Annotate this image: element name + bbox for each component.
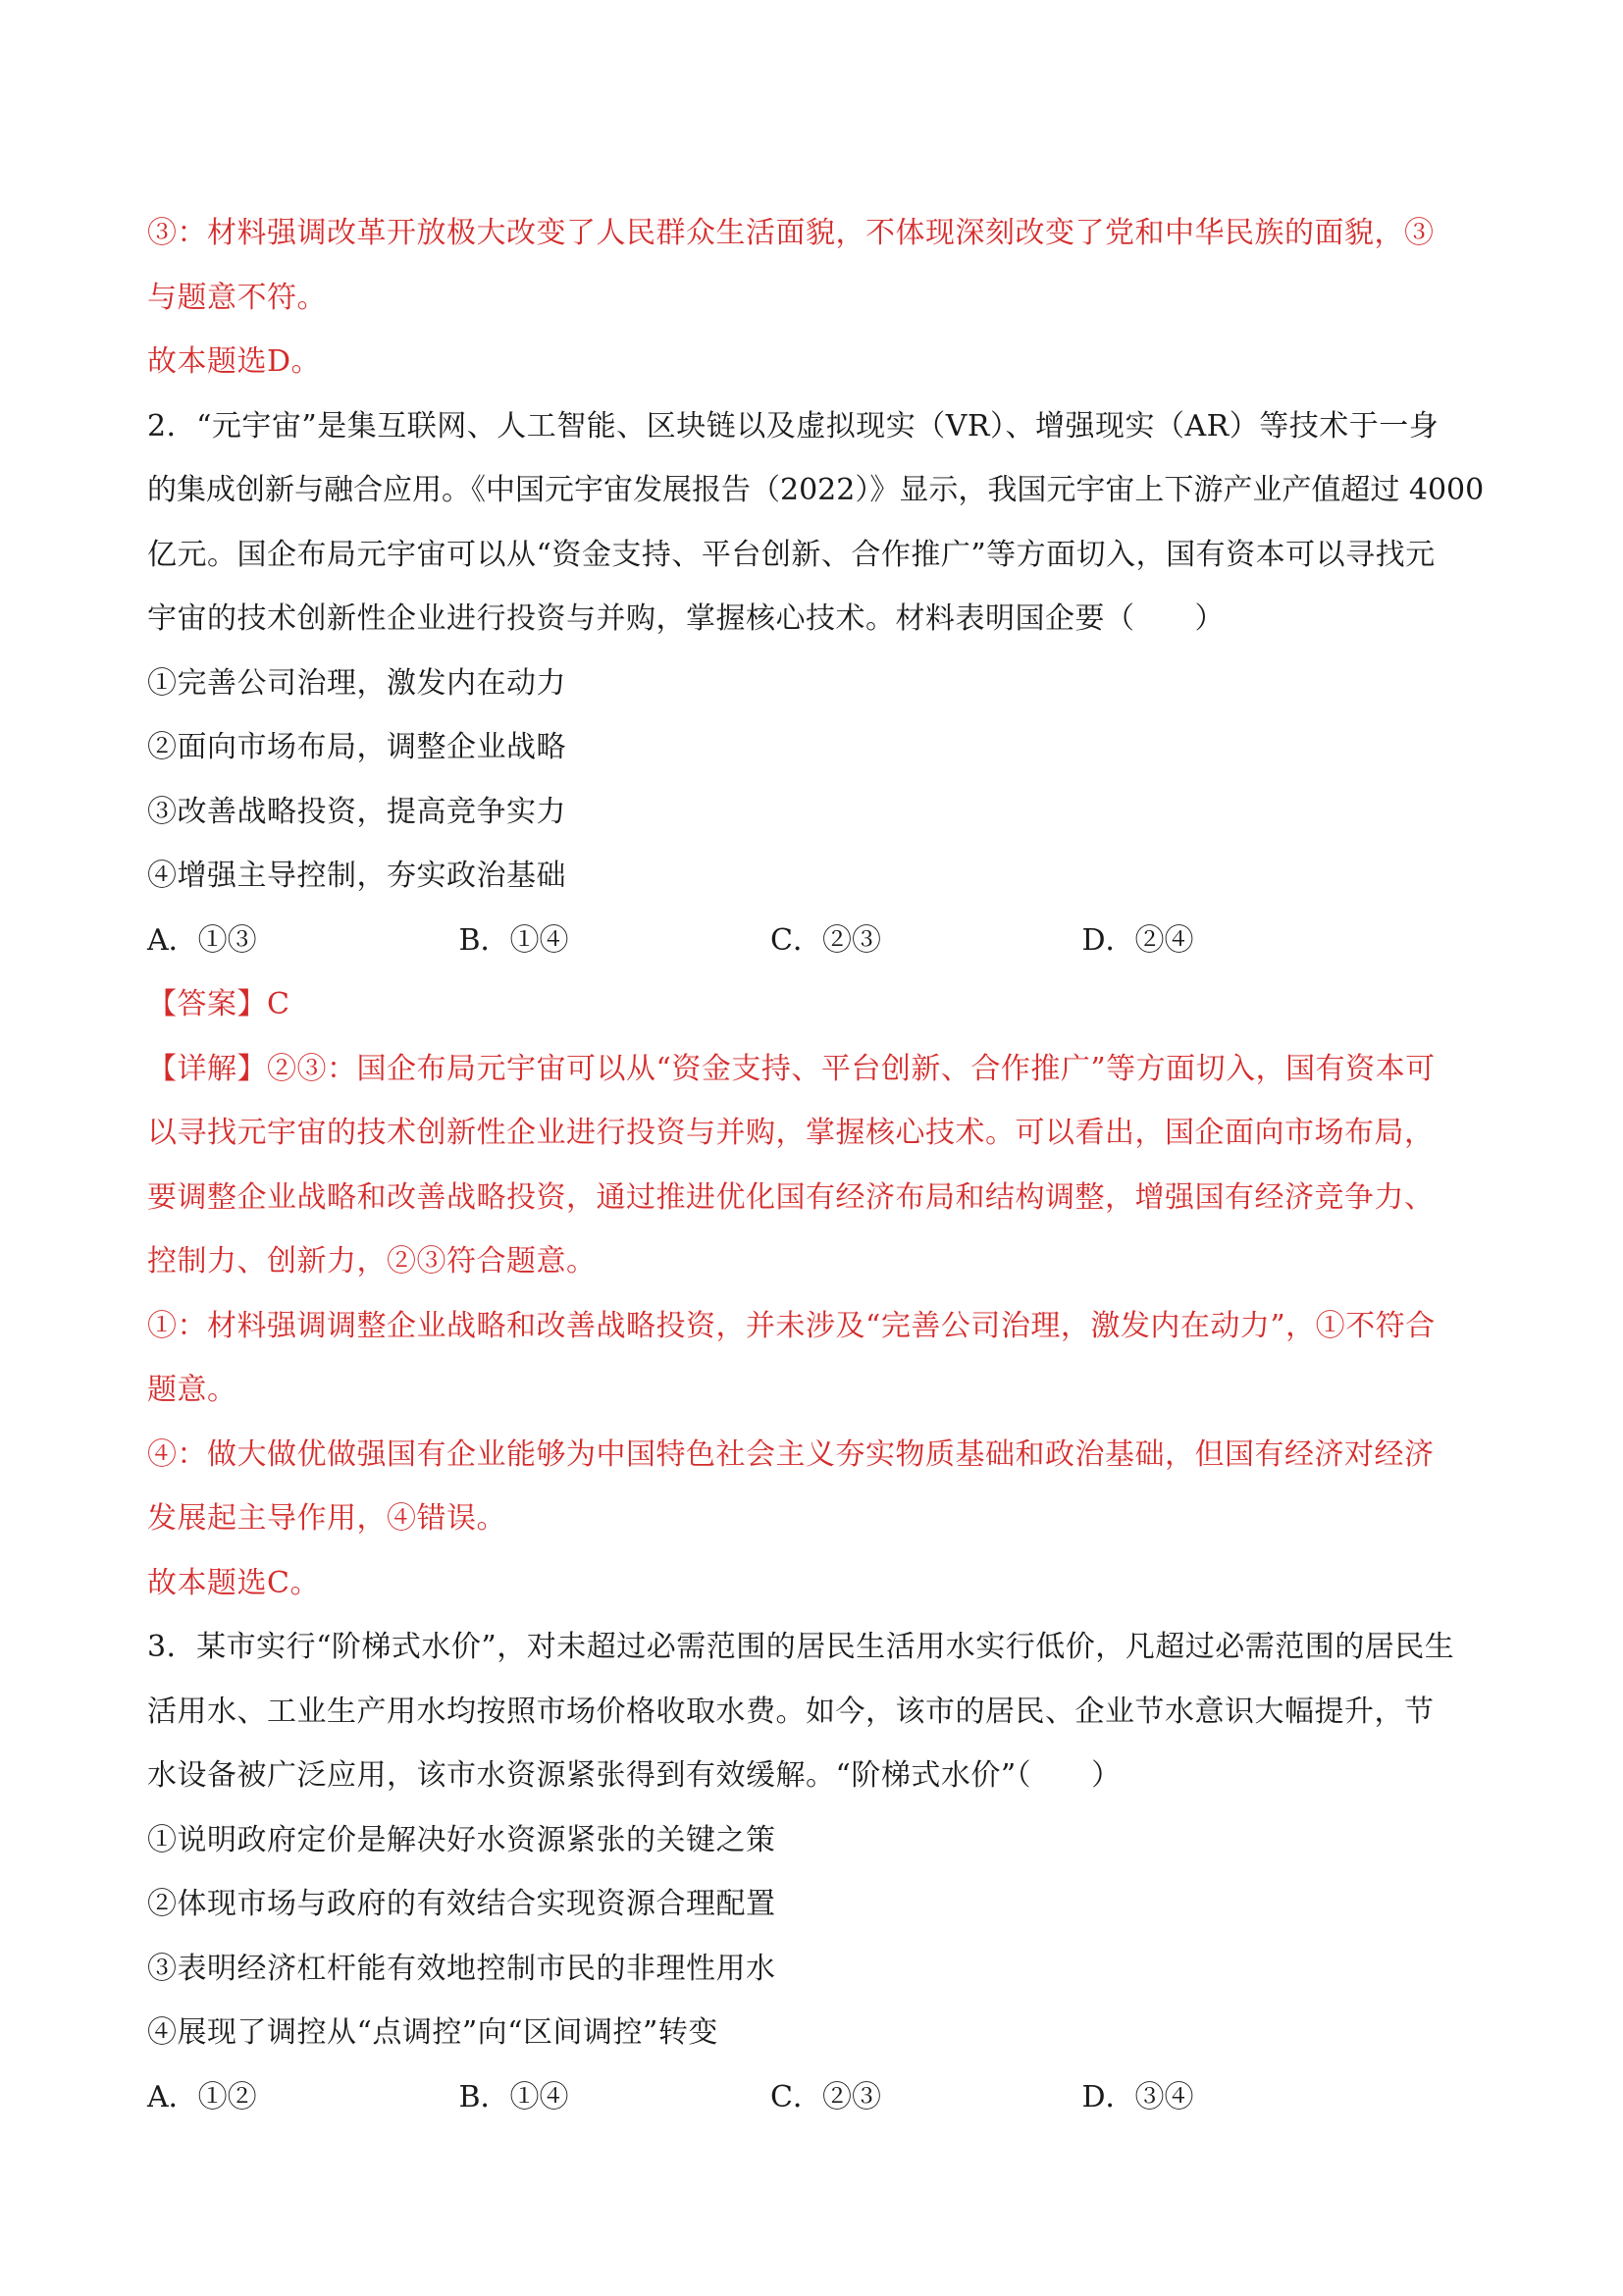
document-page bbox=[147, 201, 1485, 2129]
option-d: D．③④ bbox=[1081, 2079, 1194, 2114]
answer-options bbox=[147, 2065, 1393, 2130]
detail-line: 控制力、创新力，②③符合题意。 bbox=[147, 1244, 597, 1278]
choice-item: ②面向市场布局，调整企业战略 bbox=[147, 730, 566, 764]
choice-item: ④增强主导控制，夯实政治基础 bbox=[147, 859, 566, 893]
option-c: C．②③ bbox=[770, 2079, 881, 2114]
option-b: B．①④ bbox=[458, 922, 569, 958]
detail-line: 发展起主导作用，④错误。 bbox=[147, 1501, 506, 1536]
option-d: D．②④ bbox=[1081, 922, 1194, 958]
choice-item: ①说明政府定价是解决好水资源紧张的关键之策 bbox=[147, 1822, 776, 1857]
question-stem-line: 宇宙的技术创新性企业进行投资与并购，掌握核心技术。材料表明国企要（ ） bbox=[147, 601, 1225, 636]
question-3 bbox=[147, 1615, 1455, 2129]
question-stem-line: 3．某市实行“阶梯式水价”，对未超过必需范围的居民生活用水实行低价，凡超过必需范围的居民生 bbox=[147, 1630, 1455, 1664]
answer-options bbox=[147, 909, 1393, 973]
explanation-line: 与题意不符。 bbox=[147, 280, 327, 315]
choice-item: ②体现市场与政府的有效结合实现资源合理配置 bbox=[147, 1887, 776, 1921]
question-2 bbox=[147, 394, 1485, 1616]
option-b: B．①④ bbox=[458, 2079, 569, 2114]
choice-item: ③改善战略投资，提高竞争实力 bbox=[147, 794, 566, 829]
question-stem-line: 2．“元宇宙”是集互联网、人工智能、区块链以及虚拟现实（VR）、增强现实（AR）等技术于一身 bbox=[147, 408, 1440, 444]
detail-line: 【详解】②③：国企布局元宇宙可以从“资金支持、平台创新、合作推广”等方面切入，国有资本可 bbox=[147, 1051, 1436, 1086]
option-a: A．①② bbox=[147, 2079, 257, 2114]
detail-line: 以寻找元宇宙的技术创新性企业进行投资与并购，掌握核心技术。可以看出，国企面向市场布局， bbox=[147, 1116, 1435, 1150]
choice-item: ③表明经济杠杆能有效地控制市民的非理性用水 bbox=[147, 1951, 776, 1986]
detail-line: ④：做大做优做强国有企业能够为中国特色社会主义夯实物质基础和政治基础，但国有经济对经济 bbox=[147, 1436, 1435, 1472]
question-stem-line: 亿元。国企布局元宇宙可以从“资金支持、平台创新、合作推广”等方面切入，国有资本可以寻找元 bbox=[147, 537, 1436, 572]
question-stem-line: 的集成创新与融合应用。《中国元宇宙发展报告（2022）》显示，我国元宇宙上下游产业产值超过 4000 bbox=[147, 473, 1485, 507]
detail-line: 题意。 bbox=[147, 1373, 237, 1407]
choice-item: ①完善公司治理，激发内在动力 bbox=[147, 665, 566, 701]
choice-item: ④展现了调控从“点调控”向“区间调控”转变 bbox=[147, 2015, 718, 2050]
answer-line: 【答案】C bbox=[147, 987, 290, 1021]
detail-line: 要调整企业战略和改善战略投资，通过推进优化国有经济布局和结构调整，增强国有经济竞争力、 bbox=[147, 1179, 1435, 1215]
question-stem-line: 水设备被广泛应用，该市水资源紧张得到有效缓解。“阶梯式水价”（ ） bbox=[147, 1758, 1122, 1793]
conclusion-line: 故本题选D。 bbox=[147, 344, 322, 379]
option-c: C．②③ bbox=[770, 922, 881, 958]
explanation-line: ③：材料强调改革开放极大改变了人民群众生活面貌，不体现深刻改变了党和中华民族的面貌，③ bbox=[147, 216, 1435, 250]
detail-line: ①：材料强调调整企业战略和改善战略投资，并未涉及“完善公司治理，激发内在动力”，①不符合 bbox=[147, 1308, 1436, 1343]
question-stem-line: 活用水、工业生产用水均按照市场价格收取水费。如今，该市的居民、企业节水意识大幅提升，节 bbox=[147, 1694, 1435, 1729]
conclusion-line: 故本题选C。 bbox=[147, 1565, 320, 1600]
option-a: A．①③ bbox=[147, 922, 257, 958]
